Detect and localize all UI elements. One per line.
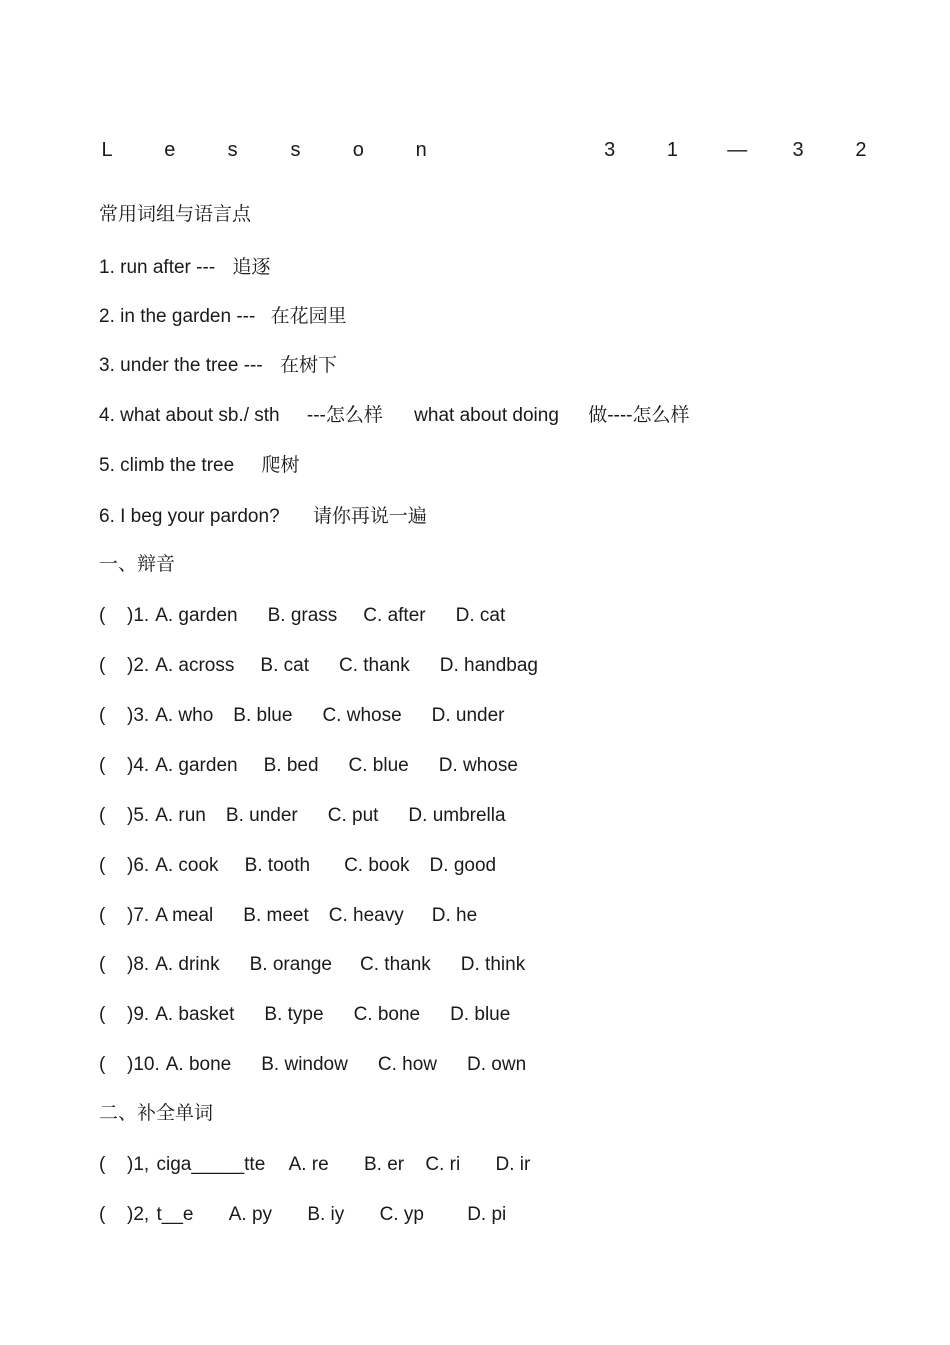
option: A. re	[288, 1154, 329, 1175]
option: D. ir	[495, 1154, 531, 1175]
option: B. type	[264, 1004, 324, 1025]
answer-paren: (	[99, 1004, 106, 1025]
option: D. pi	[467, 1204, 507, 1225]
question-number: )3.	[127, 705, 150, 726]
option: D. handbag	[439, 655, 538, 676]
answer-paren: (	[99, 705, 106, 726]
question-number: )8.	[127, 954, 150, 975]
answer-paren: (	[99, 905, 106, 926]
option: A. basket	[155, 1004, 235, 1025]
title-char: 3	[604, 138, 616, 161]
option: A. across	[155, 655, 235, 676]
option: D. whose	[438, 755, 518, 776]
phrase-cn: 请你再说一遍	[312, 506, 427, 527]
option: A. bone	[165, 1054, 232, 1075]
phrase-item	[99, 504, 427, 530]
answer-paren: (	[99, 755, 106, 776]
lesson-title	[99, 137, 869, 163]
option: D. think	[460, 954, 526, 975]
title-char: e	[164, 138, 176, 161]
title-char: L	[101, 138, 113, 161]
option: B. orange	[249, 954, 333, 975]
question-number: )1.	[127, 605, 150, 626]
option: D. blue	[450, 1004, 511, 1025]
question-number: )10.	[127, 1054, 160, 1075]
title-char: 2	[855, 138, 867, 161]
phrase-item	[99, 353, 337, 379]
phrase-en: 5. climb the tree	[99, 455, 235, 476]
answer-paren: (	[99, 805, 106, 826]
answer-paren: (	[99, 954, 106, 975]
option: D. own	[467, 1054, 527, 1075]
option: D. umbrella	[408, 805, 506, 826]
phrase-item	[99, 403, 690, 429]
phrase-item	[99, 255, 270, 281]
option: B. window	[261, 1054, 348, 1075]
option: A. py	[228, 1204, 273, 1225]
option: C. yp	[379, 1204, 424, 1225]
title-char: n	[415, 138, 427, 161]
phrase-item	[99, 304, 347, 330]
phrases-heading: 常用词组与语言点	[99, 203, 252, 225]
option: D. he	[431, 905, 478, 926]
question-row	[99, 1002, 510, 1028]
option: A. who	[155, 705, 214, 726]
question-number: )6.	[127, 855, 150, 876]
title-char: —	[727, 138, 748, 161]
option: A meal	[155, 905, 214, 926]
question-row	[99, 853, 496, 879]
phrase-en-2: what about doing	[414, 405, 559, 426]
question-row	[99, 1202, 506, 1228]
option: C. after	[363, 605, 426, 626]
option: B. grass	[267, 605, 338, 626]
phrase-cn-2: 做----怎么样	[588, 405, 690, 426]
option: B. er	[363, 1154, 405, 1175]
answer-paren: (	[99, 1054, 106, 1075]
option: B. tooth	[244, 855, 311, 876]
incomplete-word: t__e	[156, 1204, 194, 1225]
title-char: s	[227, 138, 238, 161]
phrase-en: 1. run after ---	[99, 257, 216, 278]
title-char: o	[352, 138, 364, 161]
option: C. whose	[322, 705, 402, 726]
answer-paren: (	[99, 855, 106, 876]
option: A. garden	[155, 605, 238, 626]
phrase-cn: 在花园里	[270, 306, 347, 327]
title-char: s	[290, 138, 301, 161]
incomplete-word: ciga_____tte	[156, 1154, 266, 1175]
option: B. meet	[243, 905, 309, 926]
option: A. cook	[155, 855, 219, 876]
question-row	[99, 653, 538, 679]
question-number: )2.	[127, 655, 150, 676]
title-char: 1	[666, 138, 679, 161]
question-number: )2,	[127, 1204, 150, 1225]
option: C. blue	[348, 755, 409, 776]
question-number: )9.	[127, 1004, 150, 1025]
phrase-cn: 追逐	[232, 257, 271, 278]
question-number: )5.	[127, 805, 150, 826]
option: C. ri	[425, 1154, 461, 1175]
option: B. cat	[260, 655, 309, 676]
answer-paren: (	[99, 1154, 106, 1175]
question-row	[99, 952, 525, 978]
section2-heading: 二、补全单词	[99, 1102, 214, 1124]
question-row	[99, 603, 505, 629]
option: C. bone	[353, 1004, 421, 1025]
phrase-item	[99, 453, 299, 479]
option: A. run	[155, 805, 206, 826]
question-row	[99, 1152, 530, 1178]
option: C. thank	[360, 954, 431, 975]
phrase-en: 2. in the garden ---	[99, 306, 256, 327]
option: C. thank	[338, 655, 410, 676]
question-row	[99, 703, 505, 729]
phrase-cn: ---怎么样	[306, 405, 383, 426]
option: C. put	[327, 805, 379, 826]
question-number: )7.	[127, 905, 150, 926]
question-row	[99, 803, 506, 829]
section1-heading: 一、辩音	[99, 553, 176, 575]
question-number: )4.	[127, 755, 150, 776]
phrase-en: 3. under the tree ---	[99, 355, 263, 376]
phrase-en: 6. I beg your pardon?	[99, 506, 280, 527]
option: A. drink	[155, 954, 220, 975]
question-number: )1,	[127, 1154, 150, 1175]
option: D. cat	[455, 605, 506, 626]
option: B. iy	[307, 1204, 345, 1225]
phrase-cn: 在树下	[279, 355, 337, 376]
question-row	[99, 1052, 526, 1078]
answer-paren: (	[99, 1204, 106, 1225]
option: D. good	[429, 855, 497, 876]
option: C. book	[344, 855, 410, 876]
option: C. how	[377, 1054, 437, 1075]
title-char: 3	[792, 138, 804, 161]
answer-paren: (	[99, 655, 106, 676]
option: D. under	[431, 705, 505, 726]
question-row	[99, 903, 477, 929]
option: B. bed	[263, 755, 319, 776]
question-row	[99, 753, 518, 779]
answer-paren: (	[99, 605, 106, 626]
phrase-en: 4. what about sb./ sth	[99, 405, 280, 426]
option: B. under	[225, 805, 298, 826]
option: C. heavy	[328, 905, 404, 926]
phrase-cn: 爬树	[261, 455, 300, 476]
option: B. blue	[233, 705, 293, 726]
option: A. garden	[155, 755, 238, 776]
